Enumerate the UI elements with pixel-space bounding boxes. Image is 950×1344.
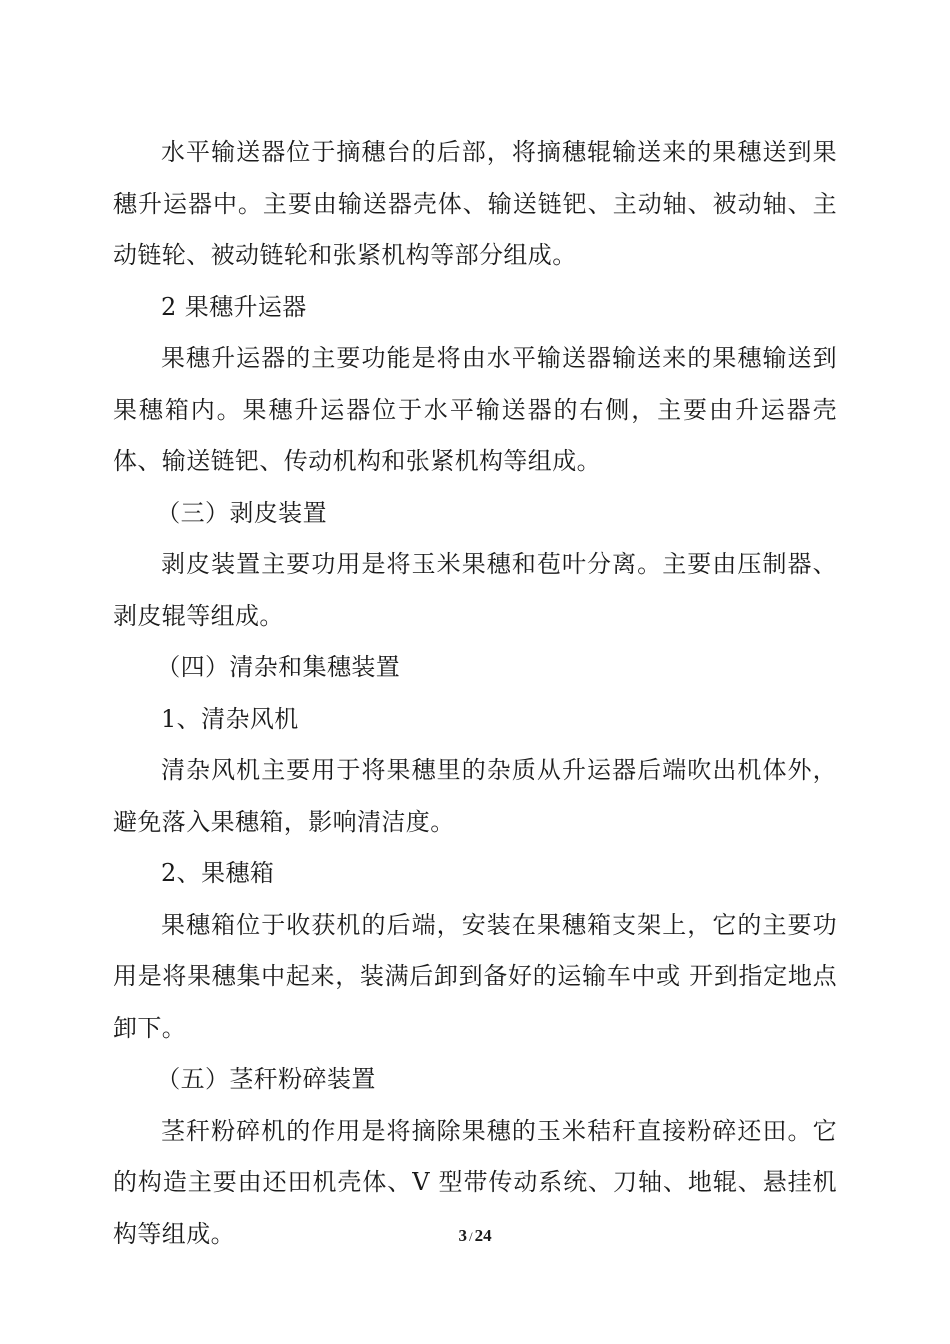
document-body [113,127,837,1260]
paragraph-cleaning-fan: 清杂风机主要用于将果穗里的杂质从升运器后端吹出机体外，避免落入果穗箱，影响清洁度。 [113,756,837,836]
page-separator: / [468,1229,473,1244]
total-pages-number: 24 [474,1226,492,1245]
page-number-footer [0,1226,950,1246]
heading-ear-elevator: 2 果穗升运器 [161,292,307,321]
section-heading-cleaning-collecting: （四）清杂和集穗装置 [156,653,401,681]
section-heading-husking-device: （三）剥皮装置 [156,498,327,527]
paragraph-ear-box: 果穗箱位于收获机的后端，安装在果穗箱支架上，它的主要功用是将果穗集中起来，装满后卸到备好的运输车中或 开到指定地点卸下。 [113,910,837,1042]
paragraph-horizontal-conveyor: 水平输送器位于摘穗台的后部，将摘穗辊输送来的果穗送到果穗升运器中。主要由输送器壳体、输送链钯、主动轴、被动轴、主动链轮、被动链轮和张紧机构等部分组成。 [113,138,837,269]
paragraph-ear-elevator: 果穗升运器的主要功能是将由水平输送器输送来的果穗输送到果穗箱内。果穗升运器位于水平输送器的右侧，主要由升运器壳体、输送链钯、传动机构和张紧机构等组成。 [113,344,837,475]
paragraph-stalk-crushing: 茎秆粉碎机的作用是将摘除果穗的玉米秸秆直接粉碎还田。它的构造主要由还田机壳体、V 型带传动系统、刀轴、地辊、悬挂机构等组成。 [113,1116,837,1248]
current-page-number: 3 [458,1226,467,1245]
heading-ear-box: 2、果穗箱 [161,859,275,887]
paragraph-husking-device: 剥皮装置主要功用是将玉米果穗和苞叶分离。主要由压制器、剥皮辊等组成。 [113,550,837,630]
heading-cleaning-fan: 1、清杂风机 [161,704,299,733]
section-heading-stalk-crushing: （五）茎秆粉碎装置 [156,1065,376,1093]
